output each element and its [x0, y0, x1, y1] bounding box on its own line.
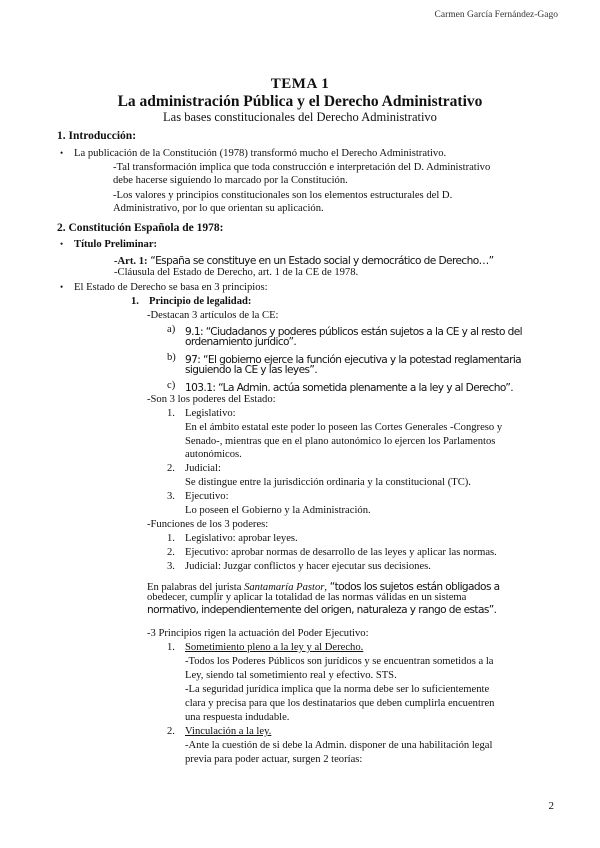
art-9-1-cont: ordenamiento jurídico”. — [185, 336, 297, 348]
principio-legalidad-number: 1. — [131, 296, 139, 307]
vinculacion-title: Vinculación a la ley. — [185, 726, 272, 737]
doc-title: TEMA 1 — [270, 76, 330, 92]
bullet-icon: • — [60, 282, 64, 292]
intro-para1-b: debe hacerse siguiendo lo marcado por la Constitución. — [113, 175, 348, 186]
funcion-3-number: 3. — [167, 561, 175, 572]
santamaria-intro: En palabras del jurista — [147, 582, 245, 593]
funcion-3: Judicial: Juzgar conflictos y hacer ejecutar sus decisiones. — [185, 561, 431, 572]
intro-para2-a: -Los valores y principios constitucionales son los elementos estructurales del D. — [113, 190, 453, 201]
destacan-text: -Destacan 3 artículos de la CE: — [147, 310, 279, 321]
funcion-2-number: 2. — [167, 547, 175, 558]
bullet-icon: • — [60, 239, 64, 249]
intro-para2-b: Administrativo, por lo que orientan su aplicación. — [113, 203, 324, 214]
bullet-icon: • — [60, 148, 64, 158]
poder-legislativo-desc-b: Senado-, mientras que en el plano autonómico lo ejercen los Parlamentos — [185, 436, 496, 447]
art-97-quote: “El gobierno ejerce la función ejecutiva y la potestad reglamentaria — [203, 354, 522, 366]
sometimiento-number: 1. — [167, 642, 175, 653]
poder-legislativo-number: 1. — [167, 408, 175, 419]
santamaria-name: Santamaría Pastor — [244, 582, 325, 593]
funcion-2: Ejecutivo: aprobar normas de desarrollo de las leyes y aplicar las normas. — [185, 547, 497, 558]
poder-ejecutivo-desc: Lo poseen el Gobierno y la Administración. — [185, 505, 371, 516]
doc-main-title: La administración Pública y el Derecho Administrativo — [117, 93, 483, 110]
art-9-1-quote: “Ciudadanos y poderes públicos están sujetos a la CE y al resto del — [205, 326, 523, 338]
list-label-c: c) — [167, 380, 176, 391]
art-97-prefix: 97: — [185, 354, 204, 366]
intro-bullet-text: La publicación de la Constitución (1978) transformó mucho el Derecho Administrativo. — [74, 148, 447, 159]
vinculacion-number: 2. — [167, 726, 175, 737]
sometimiento-d: clara y precisa para que los destinatarios que deben cumplirla encuentren — [185, 698, 495, 709]
poder-judicial-title: Judicial: — [185, 463, 221, 474]
funcion-1: Legislativo: aprobar leyes. — [185, 533, 298, 544]
poder-ejecutivo-number: 3. — [167, 491, 175, 502]
poder-ejecutivo-title: Ejecutivo: — [185, 491, 229, 502]
section-heading-ce78: 2. Constitución Española de 1978: — [57, 222, 224, 234]
clausula-text: -Cláusula del Estado de Derecho, art. 1 de la CE de 1978. — [114, 267, 359, 278]
poder-legislativo-desc-a: En el ámbito estatal este poder lo poseen las Cortes Generales -Congreso y — [185, 422, 503, 433]
doc-subtitle: Las bases constitucionales del Derecho Administrativo — [163, 110, 437, 124]
list-label-b: b) — [167, 352, 176, 363]
titulo-preliminar-label: Título Preliminar: — [74, 239, 158, 250]
santamaria-quote-start: “todos los sujetos están obligados a — [329, 581, 500, 593]
page-number: 2 — [548, 800, 554, 812]
page-header-author: Carmen García Fernández-Gago — [434, 10, 558, 20]
art-103-prefix: 103.1: — [185, 382, 219, 394]
art1-quote: “España se constituye en un Estado social y democrático de Derecho…” — [150, 255, 494, 267]
sometimiento-e: una respuesta indudable. — [185, 712, 290, 723]
santamaria-line2: obedecer, cumplir y aplicar la totalidad de las normas válidas en un sistema — [147, 592, 467, 603]
poder-judicial-desc: Se distingue entre la jurisdicción ordinaria y la constitucional (TC). — [185, 477, 471, 488]
santamaria-line3: normativo, independientemente del origen, naturaleza y rango de estas”. — [147, 604, 497, 616]
art-9-1-prefix: 9.1: — [185, 326, 206, 338]
poder-legislativo-desc-c: autonómicos. — [185, 449, 242, 460]
son3-text: -Son 3 los poderes del Estado: — [147, 394, 276, 405]
sometimiento-b: Ley, siendo tal sometimiento real y efectivo. STS. — [185, 670, 397, 681]
sometimiento-title: Sometimiento pleno a la ley y al Derecho. — [185, 642, 364, 653]
principios-bullet-text: El Estado de Derecho se basa en 3 principios: — [74, 282, 268, 293]
funciones-text: -Funciones de los 3 poderes: — [147, 519, 269, 530]
tres-principios-text: -3 Principios rigen la actuación del Poder Ejecutivo: — [147, 628, 369, 639]
funcion-1-number: 1. — [167, 533, 175, 544]
intro-para1-a: -Tal transformación implica que toda construcción e interpretación del D. Administrativo — [113, 162, 491, 173]
sometimiento-c: -La seguridad jurídica implica que la norma debe ser lo suficientemente — [185, 684, 490, 695]
santamaria-comma: , — [324, 582, 330, 593]
list-label-a: a) — [167, 324, 176, 335]
section-heading-intro: 1. Introducción: — [57, 130, 137, 142]
principio-legalidad-title: Principio de legalidad: — [149, 296, 252, 307]
vinculacion-b: previa para poder actuar, surgen 2 teorías: — [185, 754, 363, 765]
poder-judicial-number: 2. — [167, 463, 175, 474]
art-97-cont: siguiendo la CE y las leyes”. — [185, 364, 318, 376]
vinculacion-a: -Ante la cuestión de si debe la Admin. disponer de una habilitación legal — [185, 740, 493, 751]
poder-legislativo-title: Legislativo: — [185, 408, 236, 419]
art1-prefix: -Art. 1: — [114, 256, 151, 267]
sometimiento-a: -Todos los Poderes Públicos son jurídicos y se encuentran sometidos a la — [185, 656, 494, 667]
art-103-quote: “La Admin. actúa sometida plenamente a la ley y al Derecho”. — [218, 382, 514, 394]
